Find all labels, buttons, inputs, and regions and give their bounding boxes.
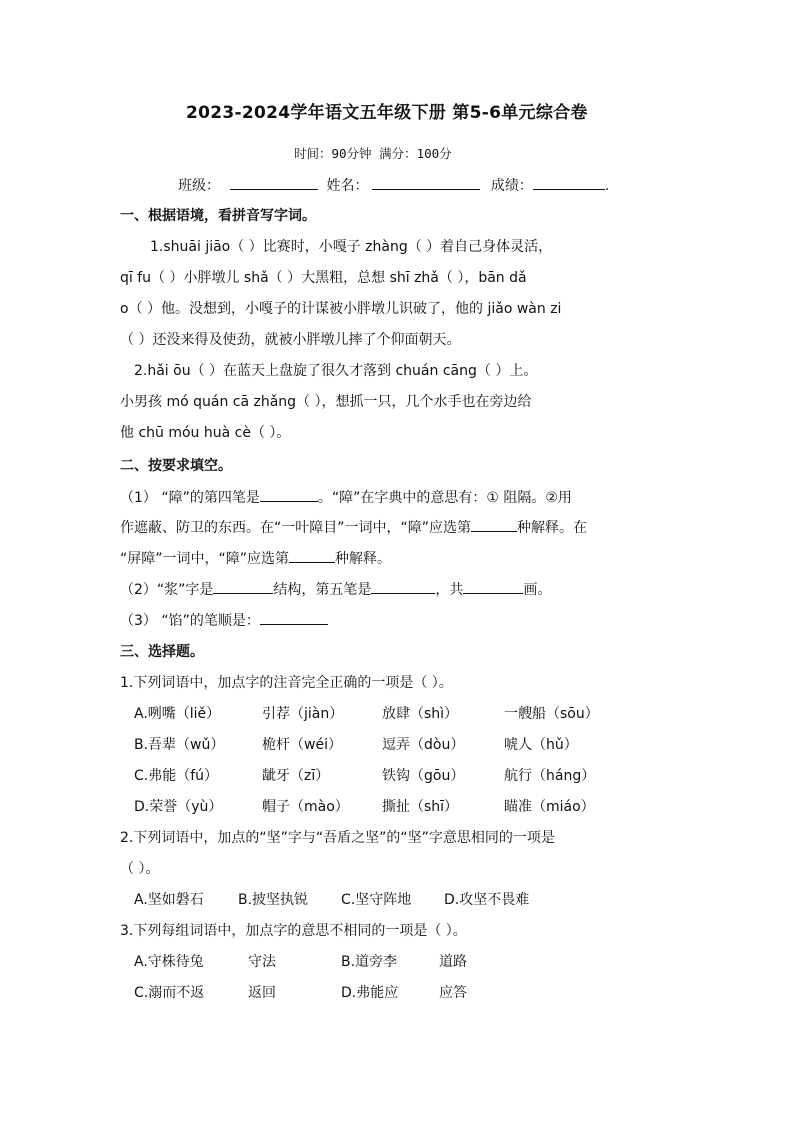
s3-q1-b-4: 唬人（hǔ）	[504, 737, 578, 753]
s2-q3-blank[interactable]	[260, 610, 328, 625]
s2-q1-text-f: 种解释。	[335, 551, 392, 567]
s2-q2-blank-2[interactable]	[371, 579, 435, 594]
s3-q1-b-3: 逗弄（dòu）	[382, 737, 465, 753]
s3-q3-c-word: 返回	[248, 985, 276, 1001]
exam-meta: 时间：90分钟 满分：100分	[294, 146, 452, 161]
s3-q3-stem: 3.下列每组词语中，加点字的意思不相同的一项是（ ）。	[120, 923, 467, 939]
s2-q2	[120, 579, 551, 600]
name-field[interactable]	[372, 175, 480, 190]
s3-q3-option-d[interactable]: D.弗能应	[341, 985, 399, 1001]
s2-q1-blank-1[interactable]	[260, 487, 318, 502]
s3-q2-option-c[interactable]: C.坚守阵地	[341, 892, 412, 908]
class-field[interactable]	[230, 175, 318, 190]
s3-q1-a-4: 一艘船（sōu）	[504, 706, 599, 722]
s1-p2-line2: 小男孩 mó quán cā zhǎng（ ），想抓一只，几个水手也在旁边给	[120, 394, 532, 410]
score-field[interactable]	[533, 175, 605, 190]
s3-q3-option-c[interactable]: C.溺而不返	[134, 985, 205, 1001]
s3-q3-option-a[interactable]: A.守株待兔	[134, 954, 204, 970]
student-info: 班级： 姓名： 成绩： .	[178, 175, 609, 196]
s3-q1-a-1: A.咧嘴（liě）	[134, 706, 221, 722]
s2-q1-text-d: 种解释。在	[517, 520, 588, 536]
s3-q2-option-b[interactable]: B.披坚执锐	[238, 892, 309, 908]
section-2-title: 二、按要求填空。	[120, 458, 232, 474]
s3-q2-option-d[interactable]: D.攻坚不畏难	[444, 892, 530, 908]
s3-q1-c-1: C.弗能（fú）	[134, 768, 219, 784]
score-label: 成绩：	[490, 178, 533, 194]
s2-q2-blank-3[interactable]	[463, 579, 523, 594]
s2-q1-blank-2[interactable]	[471, 517, 517, 532]
s3-q1-b-2: 桅杆（wéi）	[262, 737, 342, 753]
s1-p1-line3: o（ ）他。没想到，小嘎子的计谋被小胖墩儿识破了，他的 jiǎo wàn zi	[120, 301, 562, 317]
s2-q3-text: （3） “馅”的笔顺是：	[120, 613, 260, 629]
s3-q1-a-2: 引荐（jiàn）	[262, 706, 344, 722]
s3-q3-b-word: 道路	[439, 954, 467, 970]
s3-q2-stem-1: 2.下列词语中，加点的“坚”字与“吾盾之坚”的“坚”字意思相同的一项是	[120, 830, 555, 846]
s3-q1-d-4: 瞄准（miáo）	[504, 799, 595, 815]
s3-q1-c-4: 航行（háng）	[504, 768, 596, 784]
s1-p2-line3: 他 chū móu huà cè（ ）。	[120, 425, 291, 441]
s2-q1-line2	[120, 517, 587, 538]
s2-q1-text-a: （1） “障”的第四笔是	[120, 490, 260, 506]
s3-q1-c-2: 龇牙（zī）	[262, 768, 330, 784]
s2-q2-text-d: 画。	[523, 582, 552, 598]
s3-q3-row-2	[134, 983, 534, 1003]
s3-q1-stem: 1.下列词语中，加点字的注音完全正确的一项是（ ）。	[120, 675, 453, 691]
s2-q2-blank-1[interactable]	[213, 579, 273, 594]
s2-q1-line3	[120, 548, 391, 569]
s1-p1-line4: （ ）还没来得及使劲，就被小胖墩儿摔了个仰面朝天。	[120, 332, 461, 348]
s2-q2-text-b: 结构，第五笔是	[273, 582, 372, 598]
s3-q2-option-a[interactable]: A.坚如磐石	[134, 892, 204, 908]
s2-q1-text-c: 作遮蔽、防卫的东西。在“一叶障目”一词中，“障”应选第	[120, 520, 472, 536]
s3-q1-a-3: 放肆（shì）	[382, 706, 459, 722]
s3-q1-c-3: 铁钩（gōu）	[382, 768, 465, 784]
s2-q2-text-a: （2）“浆”字是	[120, 582, 214, 598]
s3-q2-stem-2: （ ）。	[120, 861, 160, 877]
s3-q3-a-word: 守法	[248, 954, 276, 970]
s2-q2-text-c: ，共	[435, 582, 464, 598]
s3-q3-d-word: 应答	[439, 985, 467, 1001]
s2-q1-text-e: “屏障”一词中，“障”应选第	[120, 551, 290, 567]
name-label: 姓名：	[326, 178, 369, 194]
s3-q3-option-b[interactable]: B.道旁李	[341, 954, 398, 970]
s3-q2-options	[134, 890, 574, 910]
s2-q3	[120, 610, 328, 631]
page-title: 2023-2024学年语文五年级下册 第5-6单元综合卷	[186, 103, 588, 123]
section-3-title: 三、选择题。	[120, 644, 204, 660]
s3-q1-d-3: 撕扯（shī）	[382, 799, 459, 815]
s2-q1-text-b: 。“障”在字典中的意思有：① 阻隔。②用	[317, 490, 572, 506]
s1-p1-line2: qī fu（ ）小胖墩儿 shǎ（ ）大黑粗，总想 shī zhǎ（ ），bān dǎ	[120, 270, 527, 286]
s1-p1-line1: 1.shuāi jiāo（ ）比赛时，小嘎子 zhàng（ ）着自己身体灵活，	[150, 239, 553, 255]
s3-q1-d-2: 帽子（mào）	[262, 799, 349, 815]
class-label: 班级：	[178, 178, 220, 194]
s3-q3-row-1	[134, 952, 534, 972]
s3-q1-b-1: B.吾辈（wǔ）	[134, 737, 225, 753]
s3-q1-d-1: D.荣誉（yù）	[134, 799, 223, 815]
section-1-title: 一、根据语境，看拼音写字词。	[120, 208, 316, 224]
s2-q1-blank-3[interactable]	[289, 548, 335, 563]
s2-q1-line1	[120, 487, 572, 508]
s1-p2-line1: 2.hǎi ōu（ ）在蓝天上盘旋了很久才落到 chuán cāng（ ）上。	[134, 363, 538, 379]
